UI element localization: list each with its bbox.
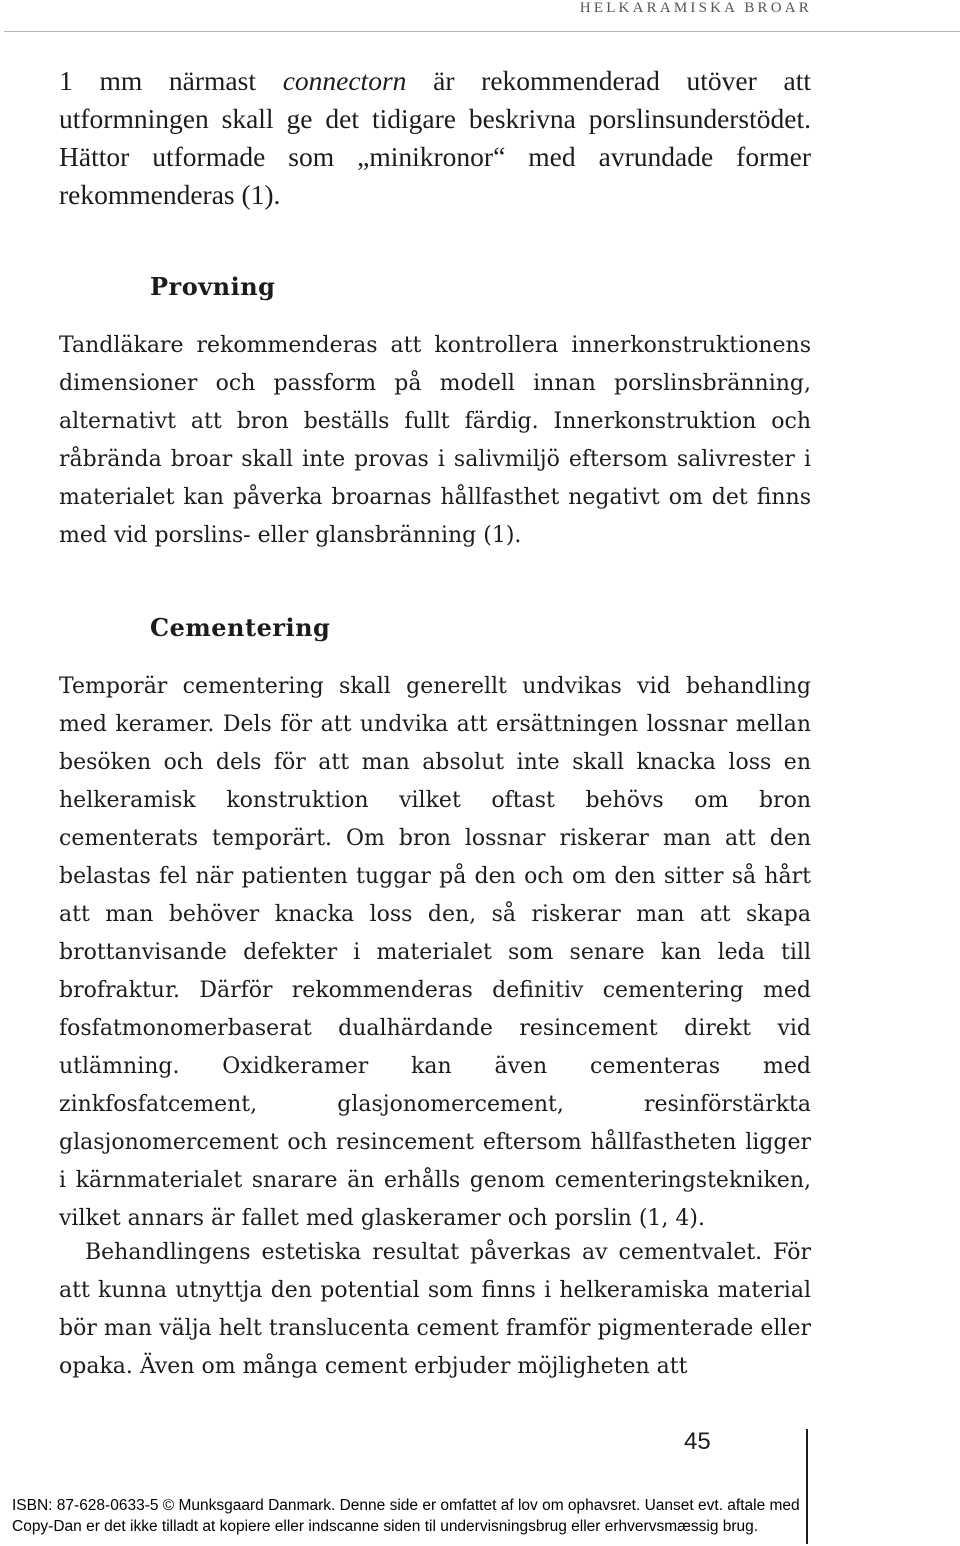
margin-rule [806, 1429, 808, 1544]
copyright-notice-line-2: Copy-Dan er det ikke tilladt at kopiere eller indscanne siden til undervisningsbrug eller erhvervsmæssig brug. [12, 1518, 759, 1535]
provning-paragraph: Tandläkare rekommenderas att kontrollera innerkonstruktionens dimensioner och passform på modell innan porslinsbränning, alternativt att bron beställs fullt färdig. Innerkonstruktion och råbrända broar skall inte provas i salivmiljö eftersom salivrester i materialet kan påverka broarnas hållfasthet negativt om det finns med vid porslins- eller glansbränning (1). [59, 333, 811, 548]
copyright-notice-line-1: ISBN: 87-628-0633-5 © Munksgaard Danmark. Denne side er omfattet af lov om ophavsret. Uanset evt. aftale med [12, 1497, 800, 1514]
section-heading-cementering: Cementering [150, 613, 331, 642]
cementering-paragraph-2: Behandlingens estetiska resultat påverkas av cementvalet. För att kunna utnyttja den potential som finns i helkeramiska material bör man välja helt translucenta cement framför pigmenterade eller opaka. Även om många cement erbjuder möjligheten att [59, 1240, 811, 1379]
intro-text-start: 1 mm närmast [59, 65, 283, 96]
running-head: HELKARAMISKA BROAR [579, 0, 812, 16]
intro-text-end: är rekommenderad utöver att utformningen skall ge det tidigare beskrivna porslinsunderstödet. Hättor utformade som „minikronor“ med avrundade former rekommenderas (1). [59, 65, 811, 210]
intro-italic-term: connectorn [282, 65, 407, 96]
cementering-paragraph-1: Temporär cementering skall generellt undvikas vid behandling med keramer. Dels för att undvika att ersättningen lossnar mellan besöken och dels för att man absolut inte skall knacka loss en helkeramisk konstruktion vilket oftast behövs om bron cementerats temporärt. Om bron lossnar riskerar man att den belastas fel när patienten tuggar på den och om den sitter så hårt att man behöver knacka loss den, så riskerar man att skapa brottanvisande defekter i materialet som senare kan leda till brofraktur. Därför rekommenderas definitiv cementering med fosfatmonomerbaserat dualhärdande resincement direkt vid utlämning. Oxidkeramer kan även cementeras med zinkfosfatcement, glasjonomercement, resinförstärkta glasjonomercement och resincement eftersom hållfastheten ligger i kärnmaterialet snarare än erhålls genom cementeringstekniken, vilket annars är fallet med glaskeramer och porslin (1, 4). [59, 674, 811, 1231]
page-number: 45 [684, 1428, 711, 1455]
intro-paragraph [59, 62, 811, 214]
header-rule [4, 31, 960, 32]
section-heading-provning: Provning [150, 272, 276, 301]
